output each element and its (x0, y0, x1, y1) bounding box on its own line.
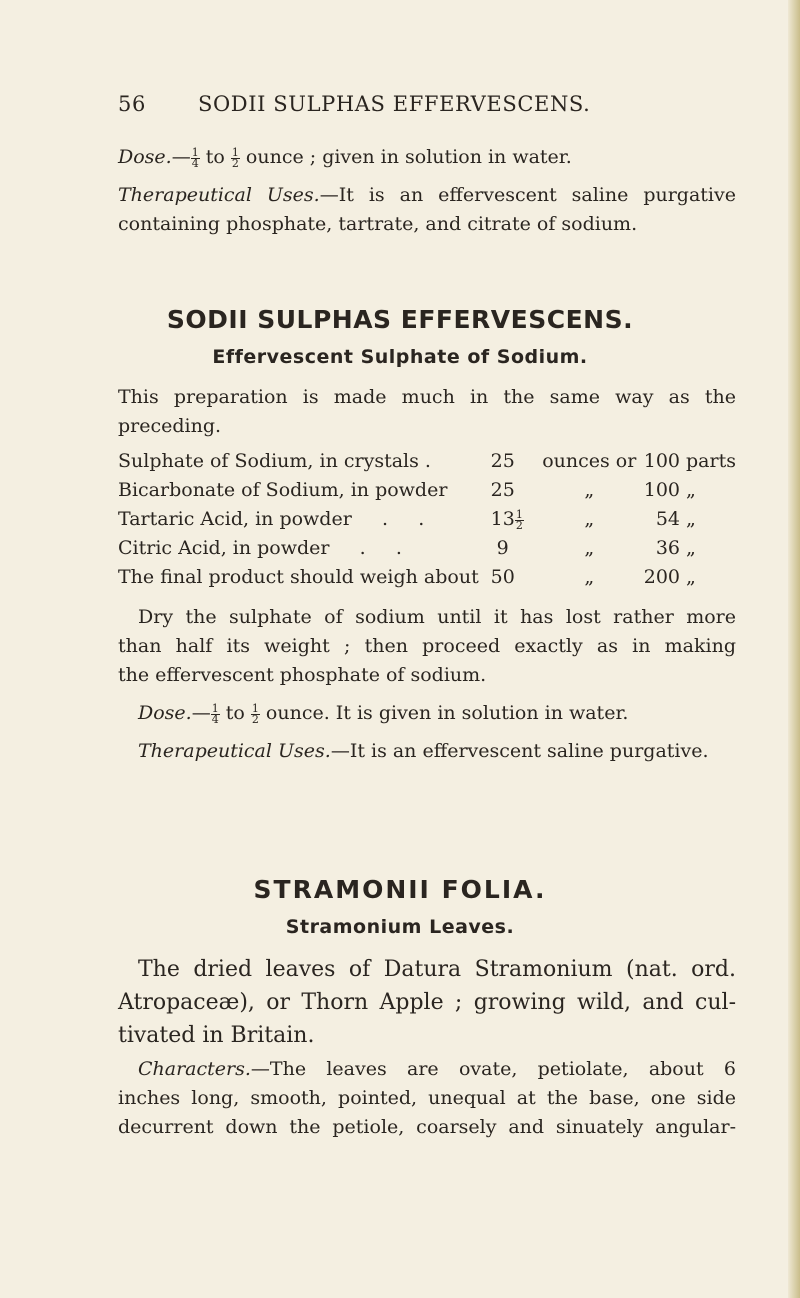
ingredient-parts: 36 (655, 537, 680, 559)
uses-label: Therapeutical Uses. (118, 184, 320, 206)
running-head (118, 92, 638, 116)
ingredient-name: Citric Acid, in powder . . (118, 537, 402, 559)
dose-dash: — (171, 146, 191, 168)
fraction-half: $\frac{1}{2}$ (231, 146, 239, 170)
fraction-half: $\frac{1}{2}$ (251, 702, 259, 726)
recipe-row (118, 476, 736, 505)
dose-label: Dose. (118, 146, 172, 168)
prev-entry (118, 143, 736, 239)
ingredient-unit: „ (584, 479, 595, 501)
ingredient-name: Sulphate of Sodium, in crystals . (118, 450, 431, 472)
ingredient-qty-cell (491, 505, 543, 534)
entry1-subtitle: Effervescent Sulphate of Sodium. (212, 346, 588, 368)
running-title: SODII SULPHAS EFFERVESCENS. (198, 92, 591, 116)
entry1-uses-line: Therapeutical Uses.—It is an effervescent saline purgative. (138, 740, 709, 762)
prev-uses-line1: Therapeutical Uses.—It is an effervescent saline purgative (118, 184, 736, 206)
fraction-quarter: $\frac{1}{4}$ (211, 702, 219, 726)
desc-line1: The dried leaves of Datura Stramonium (nat. ord. (138, 957, 736, 982)
prev-dose-line (118, 143, 736, 172)
page-number: 56 (118, 92, 146, 116)
ingredient-qty: 25 (490, 450, 515, 472)
ingredient-parts: 200 (643, 566, 680, 588)
char-line2: inches long, smooth, pointed, unequal at the base, one side (118, 1087, 736, 1109)
entry2-subtitle: Stramonium Leaves. (285, 916, 515, 938)
ingredient-parts-unit: parts (686, 450, 736, 472)
dose-label: Dose. (138, 702, 192, 724)
ingredient-qty: 13 (490, 508, 515, 530)
ingredient-unit: „ (584, 508, 595, 530)
ingredient-parts: 100 (643, 479, 680, 501)
ingredient-parts: 54 (655, 508, 680, 530)
characters-label: Characters. (138, 1058, 251, 1080)
method-line3: the effervescent phosphate of sodium. (118, 664, 487, 686)
page-edge (788, 0, 800, 1298)
entry1-body (118, 383, 736, 766)
recipe-row (118, 447, 736, 476)
char-line3: decurrent down the petiole, coarsely and sinuately angular- (118, 1116, 736, 1138)
ingredient-parts-unit: „ (686, 566, 696, 588)
ingredient-qty: 25 (490, 479, 515, 501)
dose-rest: ounce ; given in solution in water. (239, 146, 572, 168)
ingredient-qty: 50 (490, 566, 515, 588)
intro-line2: preceding. (118, 415, 222, 437)
prev-uses-line2: containing phosphate, tartrate, and citrate of sodium. (118, 213, 638, 235)
ingredient-name: The final product should weigh about (118, 566, 479, 588)
ingredient-parts: 100 (643, 450, 680, 472)
method-line2: than half its weight ; then proceed exactly as in making (118, 635, 736, 657)
recipe-row (118, 505, 736, 534)
intro-line1: This preparation is made much in the same way as the (118, 386, 736, 408)
ingredient-parts-unit: „ (686, 479, 696, 501)
fraction-half: $\frac{1}{2}$ (515, 508, 523, 532)
recipe-row (118, 563, 736, 592)
recipe-row (118, 534, 736, 563)
ingredient-unit: ounces or (542, 450, 637, 472)
uses-label: Therapeutical Uses. (138, 740, 331, 762)
entry1-dose-line: Dose.— $\frac{1}{4}$ to $\frac{1}{2}$ ounce. It is given in solution in water. (138, 702, 629, 726)
dose-to: to (199, 146, 231, 168)
char-line1: Characters.—The leaves are ovate, petiolate, about 6 (138, 1058, 736, 1080)
fraction-quarter: $\frac{1}{4}$ (191, 146, 199, 170)
ingredient-name: Bicarbonate of Sodium, in powder (118, 479, 448, 501)
entry2-characters (118, 1055, 736, 1142)
desc-line2: Atropaceæ), or Thorn Apple ; growing wild, and cul- (118, 990, 736, 1015)
ingredient-parts-unit: „ (686, 508, 696, 530)
ingredient-qty: 9 (496, 537, 509, 559)
ingredient-unit: „ (584, 537, 595, 559)
desc-line3: tivated in Britain. (118, 1023, 315, 1048)
entry1-title: SODII SULPHAS EFFERVESCENS. (166, 305, 634, 334)
entry2-description (118, 953, 736, 1052)
ingredient-unit: „ (584, 566, 595, 588)
entry2-title: STRAMONII FOLIA. (253, 875, 547, 904)
ingredient-parts-unit: „ (686, 537, 696, 559)
ingredient-name: Tartaric Acid, in powder . . (118, 508, 425, 530)
method-line1: Dry the sulphate of sodium until it has lost rather more (138, 606, 736, 628)
recipe-table (118, 447, 736, 592)
